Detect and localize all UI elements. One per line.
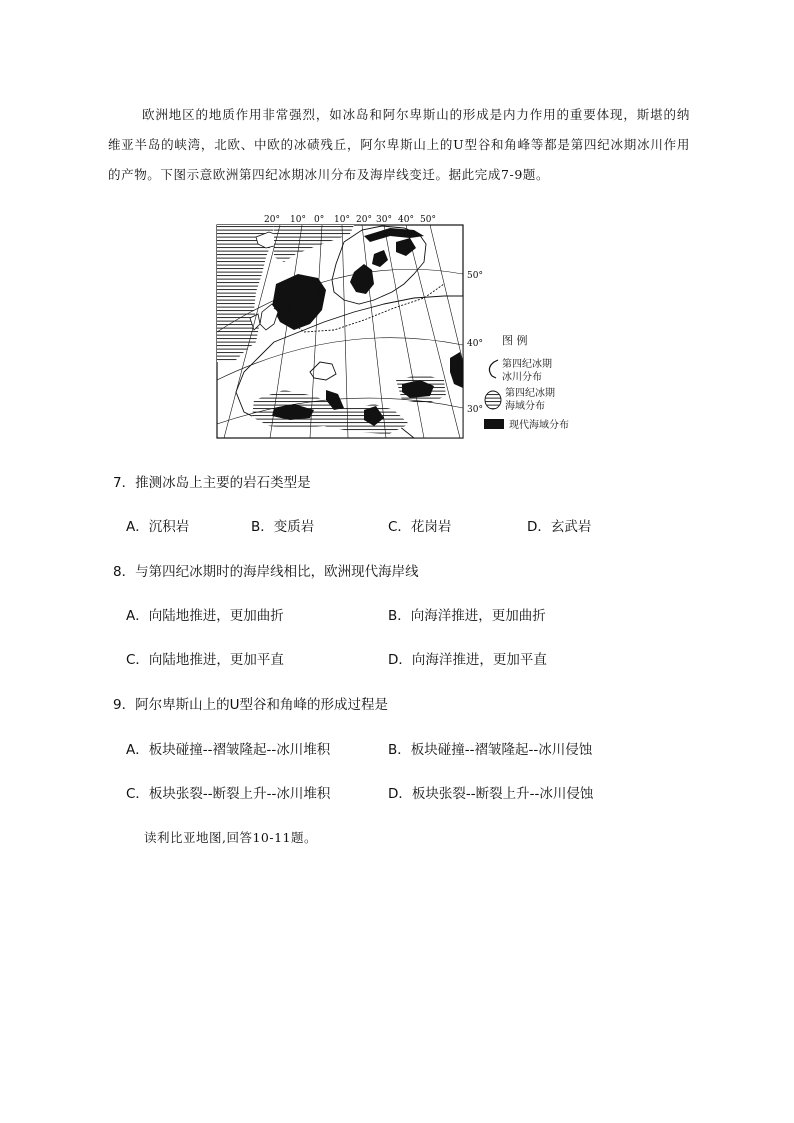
lon-label: 30° (376, 215, 392, 225)
lon-label: 20° (356, 215, 372, 225)
q9-option-d[interactable]: D．板块张裂--断裂上升--冰川侵蚀 (388, 786, 594, 802)
question-9-stem: 9．阿尔卑斯山上的U型谷和角峰的形成过程是 (113, 697, 388, 713)
legend-modern-sea: 现代海域分布 (509, 420, 569, 431)
q7-option-a[interactable]: A．沉积岩 (126, 519, 190, 535)
q7-option-c[interactable]: C．花岗岩 (388, 519, 452, 535)
question-7-stem: 7．推测冰岛上主要的岩石类型是 (113, 475, 311, 491)
q9-option-b[interactable]: B．板块碰撞--褶皱隆起--冰川侵蚀 (388, 742, 593, 758)
lat-label: 30° (467, 405, 483, 415)
glacial-sea-legend-icon (485, 391, 501, 409)
intro-paragraph: 欧洲地区的地质作用非常强烈，如冰岛和阿尔卑斯山的形成是内力作用的重要体现，斯堪的纳维亚半岛的峡湾，北欧、中欧的冰碛残丘，阿尔卑斯山上的U型谷和角峰等都是第四纪冰期冰川作用的产物。下图示意欧洲第四纪冰期冰川分布及海岸线变迁。据此完成7-9题。 (108, 107, 690, 182)
lon-label: 20° (264, 215, 280, 225)
legend-glacier-line2: 冰川分布 (502, 372, 542, 383)
q9-option-c[interactable]: C．板块张裂--断裂上升--冰川堆积 (126, 786, 331, 802)
lon-label: 40° (398, 215, 414, 225)
q8-option-d[interactable]: D．向海洋推进，更加平直 (388, 652, 547, 668)
q8-option-a[interactable]: A．向陆地推进，更加曲折 (126, 608, 284, 624)
lon-label: 0° (314, 215, 325, 225)
next-section-prompt: 读利比亚地图,回答10-11题。 (144, 830, 318, 845)
q7-option-b[interactable]: B．变质岩 (251, 519, 315, 535)
lon-label: 10° (334, 215, 350, 225)
legend-sea-line2: 海域分布 (505, 401, 545, 412)
modern-sea-legend-icon (484, 419, 504, 429)
lat-label: 40° (467, 339, 483, 349)
europe-glacier-map (214, 212, 594, 440)
q9-option-a[interactable]: A．板块碰撞--褶皱隆起--冰川堆积 (126, 742, 331, 758)
q8-option-b[interactable]: B．向海洋推进，更加曲折 (388, 608, 546, 624)
lon-label: 50° (420, 215, 436, 225)
legend-title: 图 例 (502, 334, 528, 347)
question-8-stem: 8．与第四纪冰期时的海岸线相比，欧洲现代海岸线 (113, 564, 419, 580)
q8-option-c[interactable]: C．向陆地推进，更加平直 (126, 652, 284, 668)
lon-label: 10° (290, 215, 306, 225)
lat-label: 50° (467, 271, 483, 281)
q7-option-d[interactable]: D．玄武岩 (527, 519, 592, 535)
legend-glacier-line1: 第四纪冰期 (502, 359, 552, 370)
glacier-legend-icon (489, 360, 498, 378)
legend-sea-line1: 第四纪冰期 (505, 388, 555, 399)
map-legend (484, 333, 569, 431)
